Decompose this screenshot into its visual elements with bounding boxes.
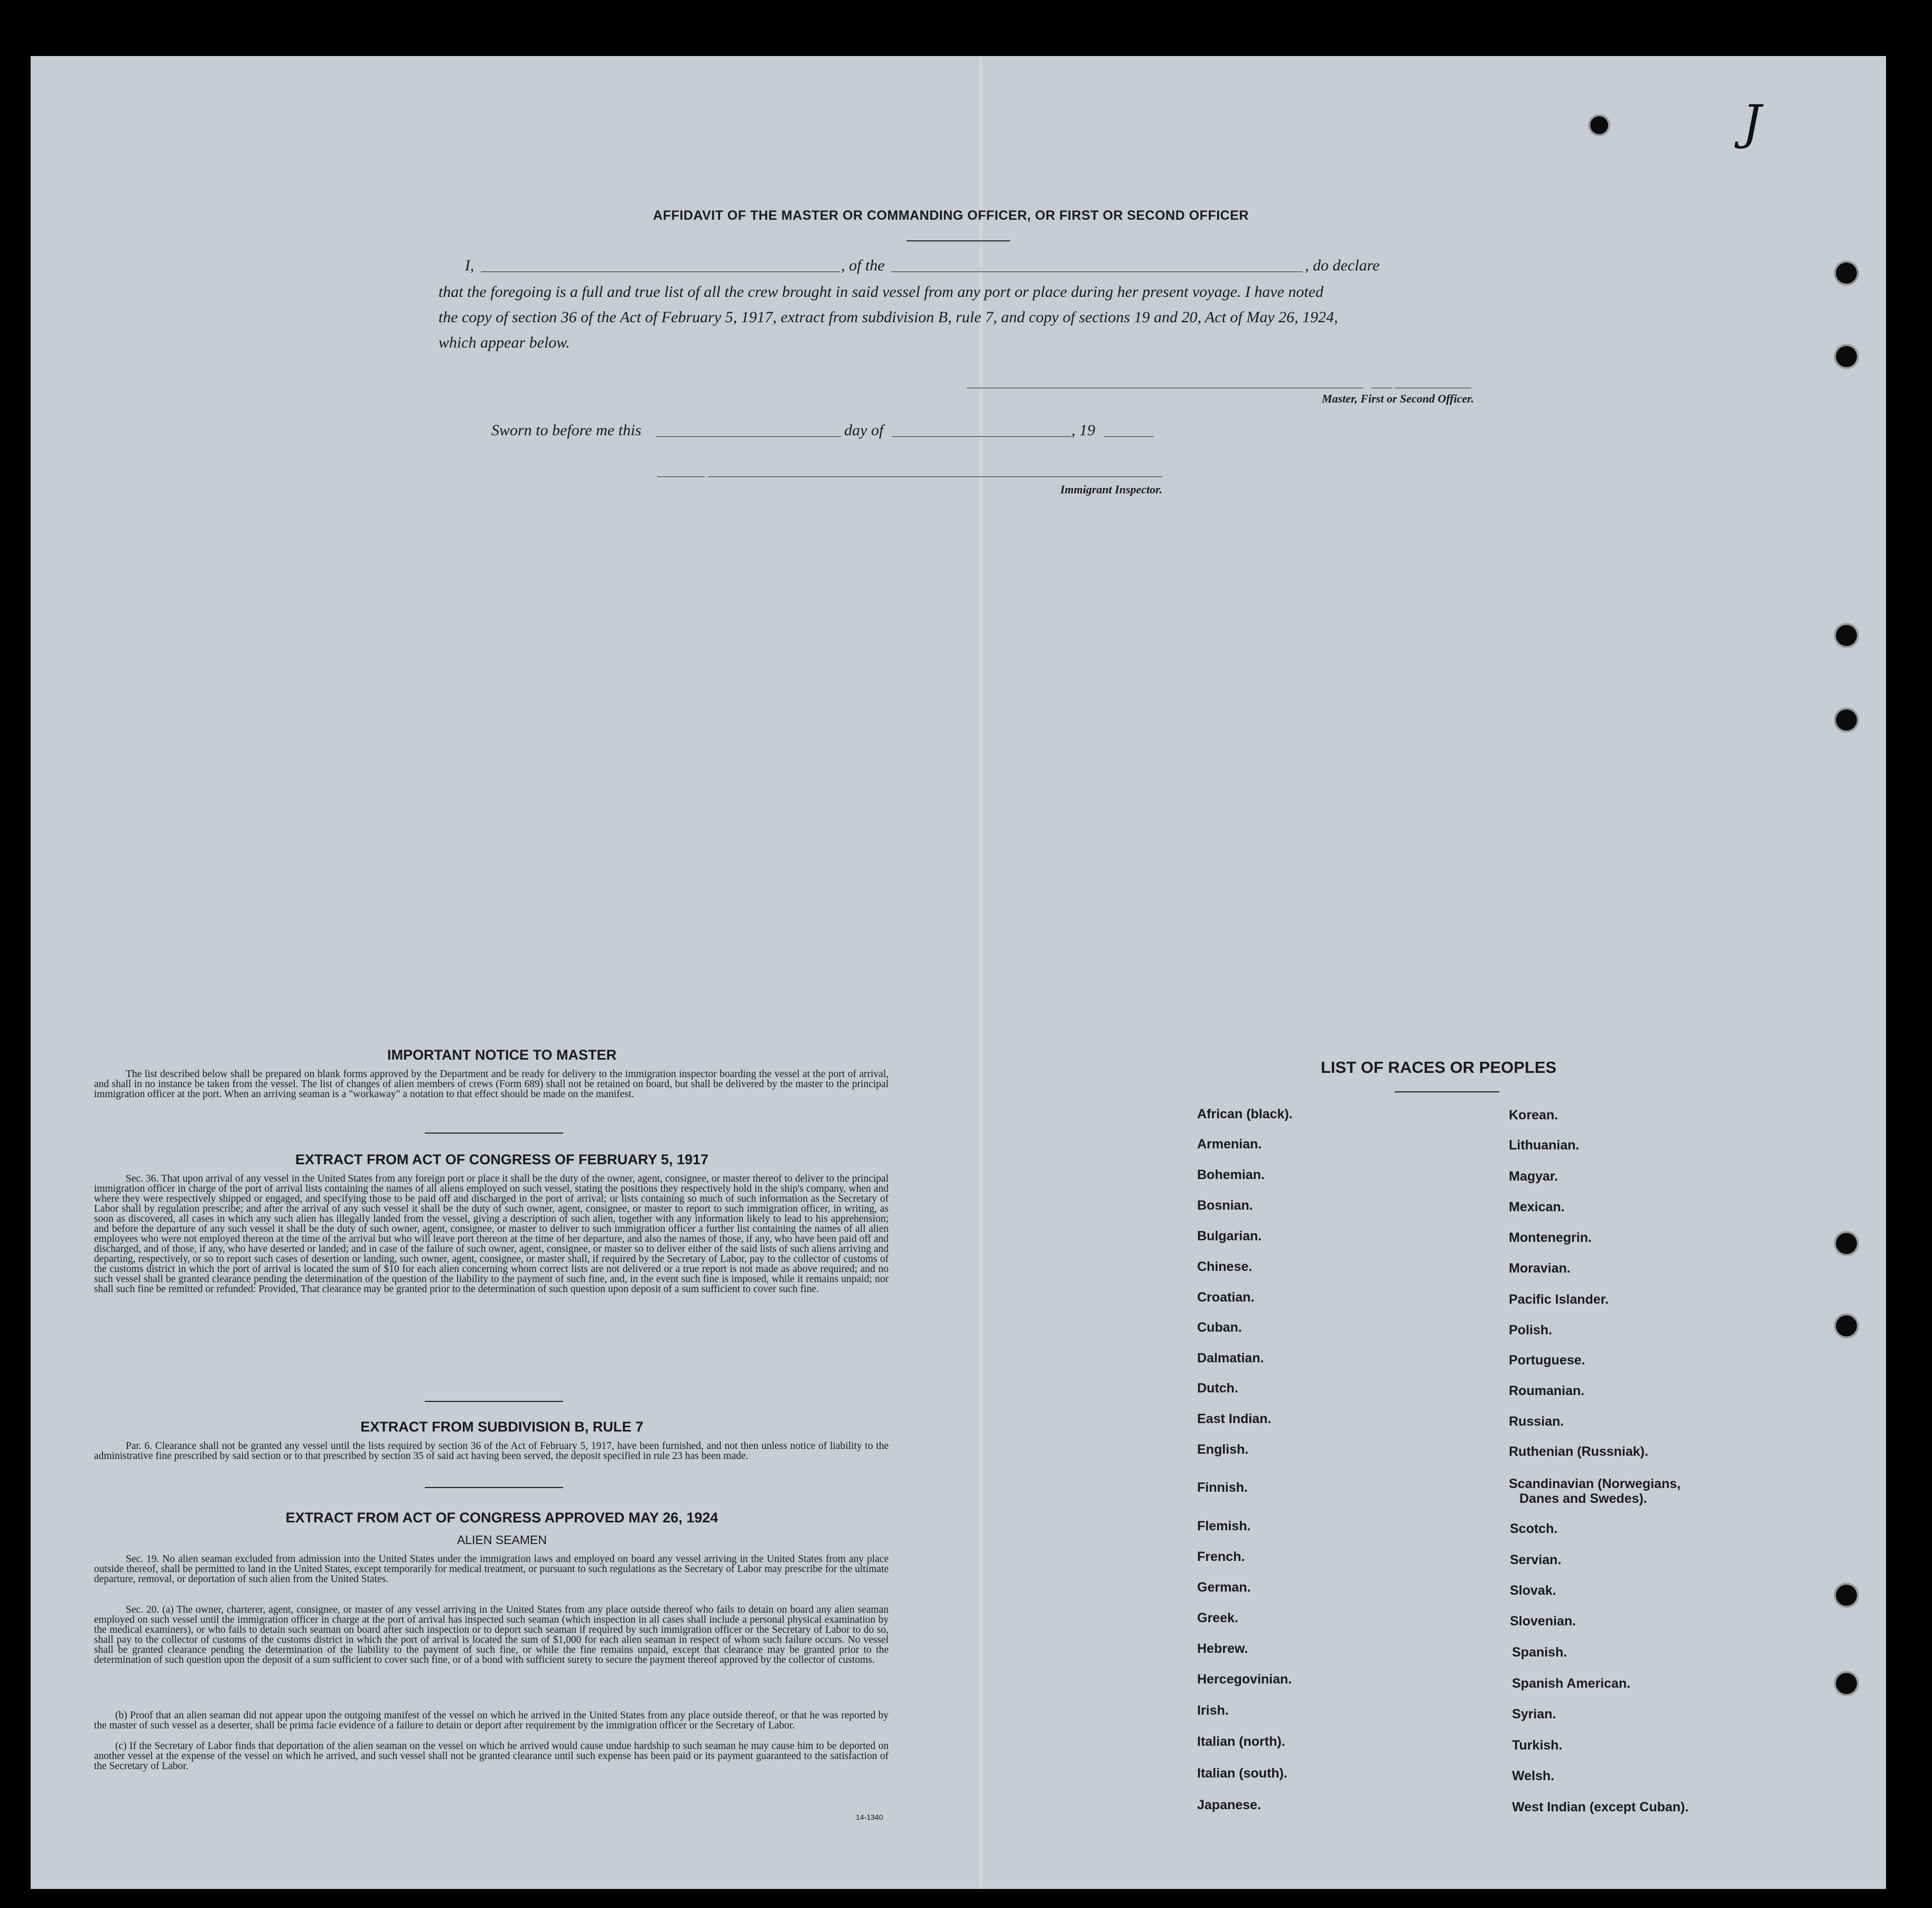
race-item: Hercegovinian.	[1197, 1672, 1292, 1687]
binder-hole	[1836, 1233, 1857, 1254]
race-item: Portuguese.	[1509, 1353, 1585, 1368]
race-item: German.	[1197, 1580, 1251, 1595]
extract-1917-title: EXTRACT FROM ACT OF CONGRESS OF FEBRUARY 5, 1917	[295, 1152, 709, 1167]
subdivision-b-title: EXTRACT FROM SUBDIVISION B, RULE 7	[360, 1419, 643, 1435]
handwritten-page-mark: J	[1742, 95, 1762, 151]
race-item: Mexican.	[1509, 1200, 1565, 1214]
race-item: Flemish.	[1197, 1519, 1251, 1533]
master-caption: Master, First or Second Officer.	[1321, 392, 1474, 405]
affidavit-line3: the copy of section 36 of the Act of February 5, 1917, extract from subdivision B, rule 7, and copy of sections 19 and 20, Act of May 26, 1924,	[438, 308, 1338, 326]
race-item: Italian (south).	[1197, 1766, 1287, 1781]
sworn-year-field[interactable]	[1104, 436, 1154, 437]
race-item: Scandinavian (Norwegians,	[1509, 1476, 1681, 1491]
binder-hole	[1836, 1585, 1857, 1606]
affidavit-line4: which appear below.	[438, 334, 570, 351]
sworn-date-field[interactable]	[656, 436, 841, 437]
sec-20b-text: (b) Proof that an alien seaman did not appear upon the outgoing manifest of the vessel on which he arrived in the United States from any place outside thereof, or that he was reported by the master of such vessel as a deserter, shall be prima facie evidence of a failure to detain or deport after requirement by the immigration officer or the Secretary of Labor.	[94, 1710, 889, 1731]
sec-20a-text: Sec. 20. (a) The owner, charterer, agent, consignee, or master of any vessel arriving in the United States from any place outside thereof who fails to detain on board any alien seaman employed on such vessel until the immigration officer in charge at the port of arrival has inspected such seaman (which inspection in all cases shall include a personal physical examination by the medical examiners), or who fails to detain such seaman on board after such inspection or to deport such seaman if required by such immigration officer or the Secretary of Labor to do so, shall pay to the collector of customs of the customs district in which the port of arrival is located the sum of $1,000 for each alien seaman in respect of whom such failure occurs. No vessel shall be granted clearance pending the determination of the liability to the payment of such fine, or while the fine remains unpaid, except that clearance may be granted prior to the determination of such question upon the deposit of a sum sufficient to cover such fine, or of a bond with sufficient surety to secure the payment thereof approved by the collector of customs.	[94, 1604, 889, 1666]
race-item: Chinese.	[1197, 1259, 1253, 1274]
race-item: Slovenian.	[1510, 1614, 1576, 1629]
race-item: Greek.	[1197, 1611, 1238, 1625]
extract-1924-subtitle: ALIEN SEAMEN	[457, 1533, 547, 1547]
race-item: Lithuanian.	[1509, 1138, 1580, 1153]
extract-1917-text: Sec. 36. That upon arrival of any vessel in the United States from any foreign port or place it shall be the duty of the owner, agent, consignee, or master thereof to deliver to the principal immigration officer in charge of the port of arrival lists containing the names of all aliens employed on such vessel, stating the positions they respectively hold in the ship's company, when and where they were respectively shipped or engaged, and specifying those to be paid off and discharged in the port of arrival; or lists containing so much of such information as the Secretary of Labor shall by regulation prescribe; and after the arrival of any such vessel it shall be the duty of such owner, agent, consignee, or master to report to such immigration officer, in writing, as soon as discovered, all cases in which any such alien has illegally landed from the vessel, giving a description of such alien, together with any information likely to lead to his apprehension; and before the departure of any such vessel it shall be the duty of such owner, agent, consignee, or master to deliver to such immigration officer a further list containing the names of all alien employees who were not employed thereon at the time of the arrival but who will leave port thereon at the time of her departure, and also the names of those, if any, who have been paid off and discharged, and of those, if any, who have deserted or landed; and in case of the failure of such owner, agent, consignee, or master so to deliver either of the said lists of such aliens arriving and departing, respectively, or so to report such cases of desertion or landing, such owner, agent, consignee, or master shall, if required by the Secretary of Labor, pay to the collector of customs of the customs district in which the port of arrival is located the sum of $10 for each alien concerning whom correct lists are not delivered or a true report is not made as above required; and no such vessel shall be granted clearance pending the determination of the question of the liability to the payment of such fine, and, in the event such fine is imposed, while it remains unpaid; nor shall such fine be remitted or refunded: Provided, That clearance may be granted prior to the determination of such question upon deposit of a sum sufficient to cover such fine.	[94, 1173, 889, 1295]
inspector-caption: Immigrant Inspector.	[1060, 483, 1162, 496]
affidavit-of-the: , of the	[841, 257, 885, 274]
binder-hole	[1836, 625, 1857, 646]
notice-text: The list described below shall be prepared on blank forms approved by the Department and be ready for delivery to the immigration inspector boarding the vessel at the port of arrival, and shall in no instance be taken from the vessel. The list of changes of alien members of crews (Form 689) shall not be retained on board, but shall be delivered by the master to the principal immigration officer at the port. When an arriving seaman is a "workaway" a notation to that effect should be made on the manifest.	[94, 1069, 889, 1100]
affidavit-i: I,	[465, 257, 474, 274]
divider	[425, 1401, 563, 1402]
race-item: Danes and Swedes).	[1519, 1491, 1647, 1506]
binder-hole	[1836, 346, 1857, 367]
races-title: LIST OF RACES OR PEOPLES	[1321, 1058, 1557, 1077]
race-item: Dalmatian.	[1197, 1351, 1264, 1365]
notice-title: IMPORTANT NOTICE TO MASTER	[387, 1047, 617, 1063]
sworn-day-of: day of	[844, 422, 884, 439]
race-item: West Indian (except Cuban).	[1512, 1800, 1689, 1815]
race-item: Turkish.	[1512, 1738, 1563, 1753]
race-item: African (black).	[1197, 1107, 1293, 1121]
affidavit-line2: that the foregoing is a full and true list of all the crew brought in said vessel from any port or place during her present voyage. I have noted	[438, 283, 1324, 301]
affidavit-do-declare: , do declare	[1305, 257, 1380, 274]
form-number: 14-1340	[856, 1813, 883, 1821]
race-item: East Indian.	[1197, 1411, 1272, 1426]
binder-hole	[1836, 709, 1857, 731]
race-item: Finnish.	[1197, 1480, 1248, 1495]
race-item: Scotch.	[1510, 1521, 1558, 1536]
divider	[425, 1133, 563, 1134]
race-item: Montenegrin.	[1509, 1230, 1592, 1245]
sworn-month-field[interactable]	[892, 436, 1071, 437]
inspector-signature-field-short[interactable]	[657, 476, 705, 477]
race-item: Magyar.	[1509, 1169, 1558, 1184]
race-item: Irish.	[1197, 1703, 1229, 1718]
sec-19-text: Sec. 19. No alien seaman excluded from admission into the United States under the immigration laws and employed on board any vessel arriving in the United States from any place outside thereof, shall be permitted to land in the United States, except temporarily for medical treatment, or pursuant to such regulations as the Secretary of Labor may prescribe for the ultimate departure, removal, or deportation of such alien from the United States.	[94, 1554, 889, 1585]
race-item: Russian.	[1509, 1414, 1564, 1429]
race-item: Dutch.	[1197, 1381, 1238, 1396]
race-item: Roumanian.	[1509, 1383, 1585, 1398]
inspector-signature-field[interactable]	[708, 476, 1162, 477]
sworn-line	[491, 422, 1178, 443]
sec-20c-text: (c) If the Secretary of Labor finds that deportation of the alien seaman on the vessel on which he arrived would cause undue hardship to such seaman he may cause him to be deported on another vessel at the expense of the vessel on which he arrived, and such vessel shall not be granted clearance until such expense has been paid or its payment guaranteed to the satisfaction of the Secretary of Labor.	[94, 1741, 889, 1772]
sworn-year: , 19	[1071, 422, 1095, 439]
race-item: English.	[1197, 1442, 1249, 1457]
race-item: Japanese.	[1197, 1798, 1261, 1812]
subdivision-b-text: Par. 6. Clearance shall not be granted any vessel until the lists required by section 36 of the Act of February 5, 1917, have been furnished, and not then unless notice of liability to the administrative fine prescribed by said section or to that prescribed by section 35 of said act having been served, the deposit specified in rule 23 has been made.	[94, 1441, 889, 1462]
race-item: Spanish.	[1512, 1645, 1567, 1660]
race-item: Cuban.	[1197, 1320, 1242, 1335]
binder-hole	[1836, 1315, 1857, 1336]
race-item: Servian.	[1510, 1552, 1562, 1567]
title-divider	[907, 240, 1010, 241]
race-item: Bosnian.	[1197, 1198, 1253, 1213]
race-item: Croatian.	[1197, 1290, 1255, 1305]
binder-hole	[1836, 1673, 1857, 1694]
binder-hole	[1836, 263, 1857, 284]
race-item: Italian (north).	[1197, 1734, 1285, 1749]
affidavit-line1	[438, 257, 1474, 278]
extract-1924-title: EXTRACT FROM ACT OF CONGRESS APPROVED MAY 26, 1924	[285, 1510, 718, 1526]
race-item: Slovak.	[1510, 1583, 1556, 1598]
center-fold	[979, 56, 983, 1889]
divider	[425, 1487, 563, 1488]
race-item: Hebrew.	[1197, 1641, 1248, 1656]
binder-hole	[1590, 116, 1608, 134]
race-item: Polish.	[1509, 1323, 1552, 1338]
race-item: Pacific Islander.	[1509, 1292, 1609, 1307]
affidavit-title: AFFIDAVIT OF THE MASTER OR COMMANDING OFFICER, OR FIRST OR SECOND OFFICER	[653, 208, 1249, 223]
race-item: French.	[1197, 1549, 1245, 1564]
race-item: Korean.	[1509, 1108, 1558, 1123]
race-item: Ruthenian (Russniak).	[1509, 1444, 1648, 1459]
race-item: Bulgarian.	[1197, 1229, 1262, 1243]
race-item: Armenian.	[1197, 1137, 1262, 1152]
sworn-prefix: Sworn to before me this	[491, 422, 641, 439]
race-item: Bohemian.	[1197, 1167, 1265, 1182]
race-item: Welsh.	[1512, 1769, 1555, 1783]
race-item: Syrian.	[1512, 1707, 1556, 1722]
races-divider	[1395, 1091, 1499, 1092]
race-item: Moravian.	[1509, 1261, 1571, 1276]
race-item: Spanish American.	[1512, 1676, 1631, 1691]
